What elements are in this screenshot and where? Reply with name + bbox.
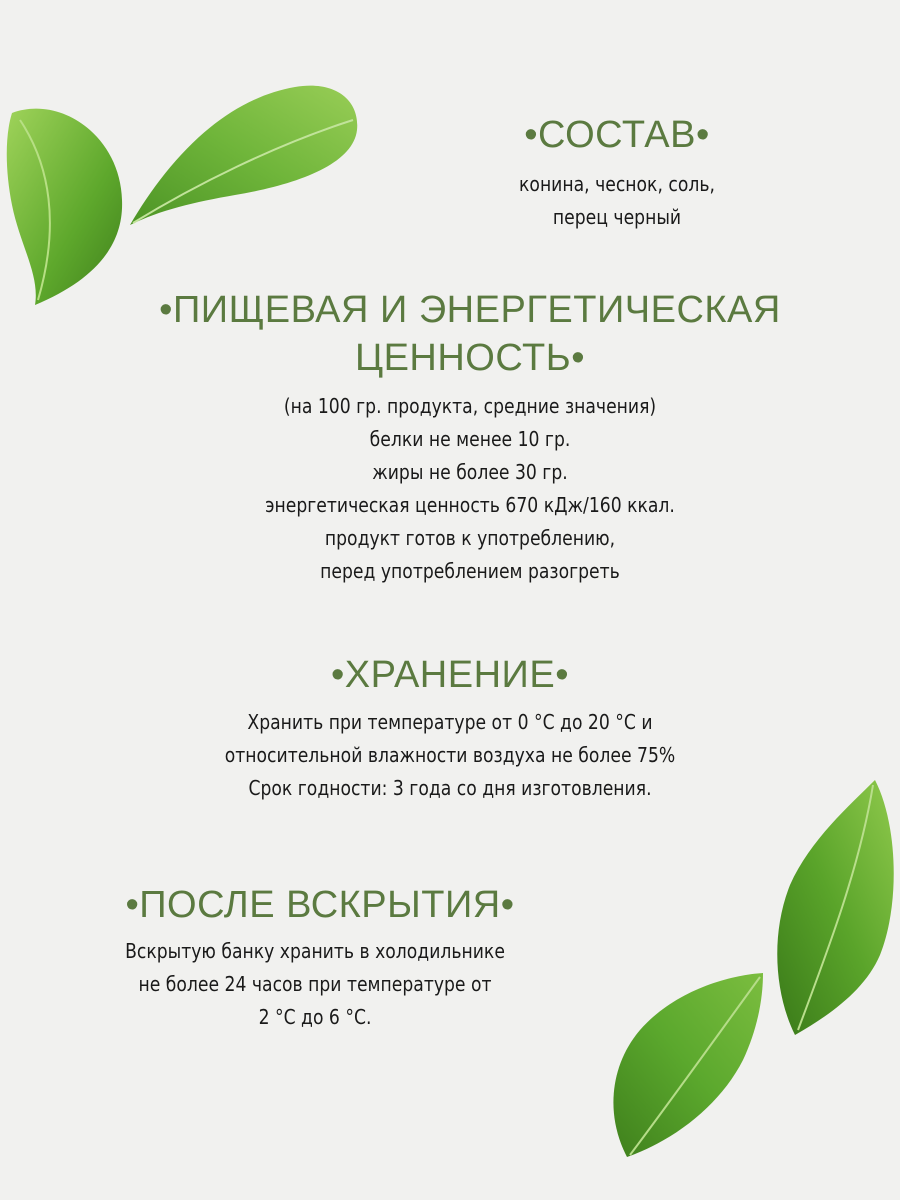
- nutrition-line: продукт готов к употреблению,: [324, 526, 616, 550]
- storage-text: [175, 706, 725, 805]
- nutrition-line: энергетическая ценность 670 кДж/160 ккал.: [265, 493, 675, 517]
- storage-line: Срок годности: 3 года со дня изготовления.: [248, 776, 652, 800]
- after-opening-heading: •ПОСЛЕ ВСКРЫТИЯ•: [125, 884, 515, 926]
- composition-line: перец черный: [552, 205, 682, 229]
- leaf-icon: [125, 75, 365, 235]
- composition-line: конина, чеснок, соль,: [519, 172, 715, 196]
- nutrition-line: белки не менее 10 гр.: [369, 427, 571, 451]
- nutrition-line: перед употреблением разогреть: [320, 559, 620, 583]
- leaf-icon: [605, 965, 770, 1165]
- nutrition-heading-line-2: ЦЕННОСТЬ•: [354, 337, 586, 379]
- storage-line: относительной влажности воздуха не более 75%: [224, 743, 676, 767]
- composition-text: [462, 168, 772, 234]
- nutrition-text: [212, 390, 728, 588]
- nutrition-line: (на 100 гр. продукта, средние значения): [283, 394, 657, 418]
- leaf-icon: [770, 775, 900, 1040]
- leaf-icon: [0, 95, 135, 310]
- storage-line: Хранить при температуре от 0 °С до 20 °С и: [247, 710, 653, 734]
- composition-heading: •СОСТАВ•: [524, 114, 710, 156]
- storage-heading: •ХРАНЕНИЕ•: [331, 654, 569, 696]
- after-opening-line: не более 24 часов при температуре от: [138, 972, 492, 996]
- after-opening-text: [83, 935, 547, 1034]
- after-opening-line: 2 °С до 6 °С.: [258, 1005, 372, 1029]
- after-opening-line: Вскрытую банку хранить в холодильнике: [125, 939, 505, 963]
- nutrition-heading-line-1: •ПИЩЕВАЯ И ЭНЕРГЕТИЧЕСКАЯ: [159, 289, 781, 331]
- nutrition-line: жиры не более 30 гр.: [372, 460, 568, 484]
